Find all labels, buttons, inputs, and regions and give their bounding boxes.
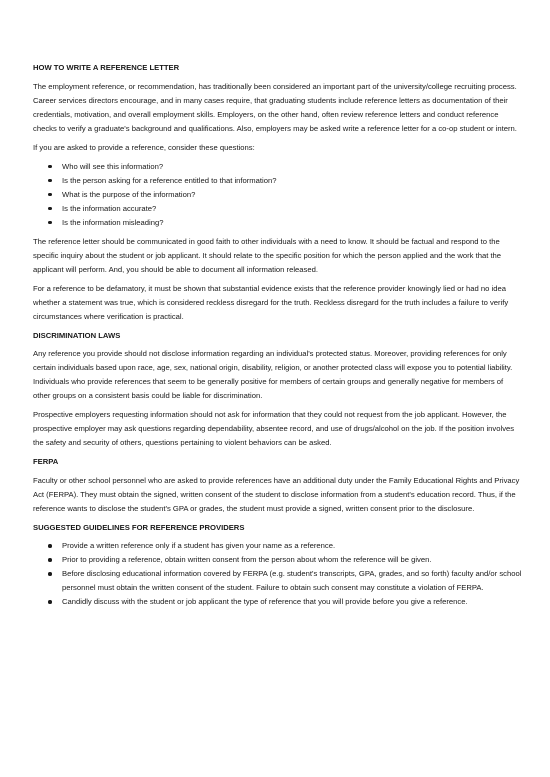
questions-list: [33, 160, 522, 230]
list-item: Prior to providing a reference, obtain written consent from the person about whom the reference will be given.: [48, 553, 522, 567]
ferpa-heading: FERPA: [33, 457, 59, 466]
list-item: Candidly discuss with the student or job applicant the type of reference that you will provide before you give a reference.: [48, 595, 522, 609]
ferpa-paragraph: Faculty or other school personnel who are asked to provide references have an additional duty under the Family Educational Rights and Privacy Act (FERPA). They must obtain the signed, written consent of the student to disclose information from a student's education record. Thus, if the reference wants to disclose the student's GPA or grades, the student must provide a signed, written consent prior to the disclosure.: [33, 475, 520, 513]
list-item: Who will see this information?: [48, 160, 522, 174]
list-item: Is the information accurate?: [48, 202, 522, 216]
questions-lead: If you are asked to provide a reference, consider these questions:: [33, 142, 255, 152]
defamatory-paragraph: For a reference to be defamatory, it must be shown that substantial evidence exists that the reference provider knowingly lied or had no idea whether a statement was true, which is considered reckless disregard for the truth. Reckless disregard for the truth includes a failure to verify circumstances where verification is practical.: [33, 283, 509, 321]
discrimination-heading: DISCRIMINATION LAWS: [33, 330, 121, 340]
guidelines-list: [33, 539, 522, 609]
document-title: HOW TO WRITE A REFERENCE LETTER: [33, 63, 180, 72]
intro-paragraph: The employment reference, or recommendation, has traditionally been considered an important part of the university/college recruiting process. Career services directors encourage, and in many cases require, that graduating students include reference letters as documentation of their credentials, motivation, and overall employment skills. Employers, on the other hand, often review reference letters and conduct reference checks to verify a graduate's background and qualifications. Also, employers may be asked write a reference letter for a co-op student or intern.: [33, 81, 517, 133]
list-item: Before disclosing educational information covered by FERPA (e.g. student's transcripts, GPA, grades, and so forth) faculty and/or school personnel must obtain the written consent of the student. Failure to obtain such consent may constitute a violation of FERPA.: [48, 567, 522, 595]
list-item: Is the information misleading?: [48, 216, 522, 230]
list-item: Is the person asking for a reference entitled to that information?: [48, 174, 522, 188]
discrimination-paragraph-1: Any reference you provide should not disclose information regarding an individual's protected status. Moreover, providing references for only certain individuals based upon race, age, sex, national origin, disability, religion, or another protected class will expose you to potential liability. Individuals who provide references that seem to be generally positive for members of certain groups and generally negative for members of other groups on a consistent basis could be liable for discrimination.: [33, 349, 513, 400]
list-item: Provide a written reference only if a student has given your name as a reference.: [48, 539, 522, 553]
discrimination-paragraph-2: Prospective employers requesting information should not ask for information that they could not request from the job applicant. However, the prospective employer may ask questions regarding dependability, absentee record, and use of drugs/alcohol on the job. If the position involves the safety and security of others, questions pertaining to violent behaviors can be asked.: [33, 410, 515, 447]
list-item: What is the purpose of the information?: [48, 188, 522, 202]
good-faith-paragraph: The reference letter should be communicated in good faith to other individuals with a need to know. It should be factual and respond to the specific inquiry about the student or job applicant. It should relate to the specific position for which the person applied and the work that the applicant will perform. And, you should be able to document all information released.: [33, 236, 502, 274]
guidelines-heading: SUGGESTED GUIDELINES FOR REFERENCE PROVIDERS: [33, 522, 245, 532]
